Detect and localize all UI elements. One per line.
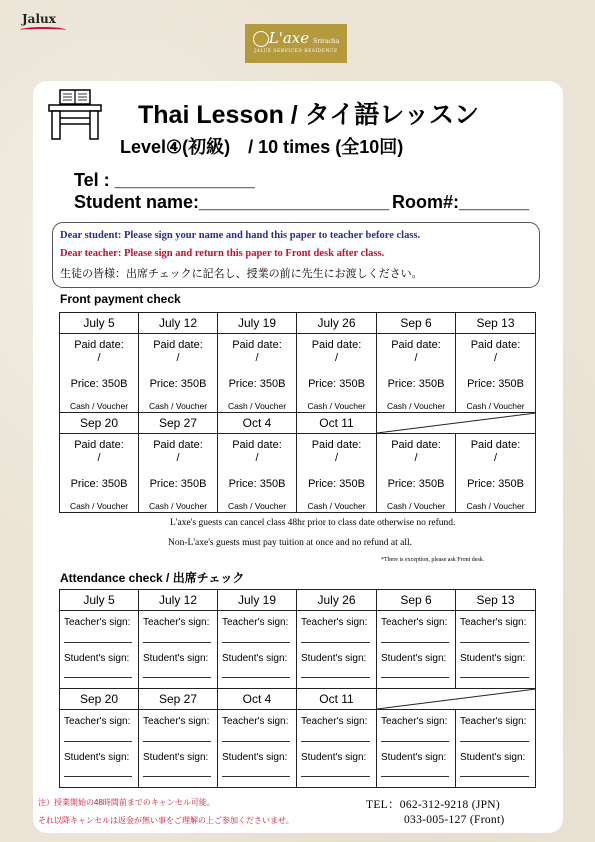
paid-date-slash: / xyxy=(255,452,259,464)
jalux-brand: Jalux xyxy=(22,12,56,26)
payment-date-row-1 xyxy=(60,313,536,334)
payment-section-title: Front payment check xyxy=(60,292,181,306)
attendance-date-row-1 xyxy=(60,590,536,611)
paid-date-label: Paid date: xyxy=(470,439,521,451)
student-name-field[interactable]: Student name:___________________ xyxy=(74,192,390,212)
payment-date: July 26 xyxy=(297,313,377,334)
laxe-logo xyxy=(245,24,347,63)
teacher-sign-line[interactable] xyxy=(222,642,290,643)
attendance-cell[interactable] xyxy=(377,611,456,689)
student-sign-label: Student's sign: xyxy=(222,653,288,664)
attendance-date: July 26 xyxy=(297,590,377,611)
student-sign-label: Student's sign: xyxy=(64,653,130,664)
attendance-cell[interactable] xyxy=(377,710,456,788)
student-sign-line[interactable] xyxy=(222,677,290,678)
attendance-cell[interactable] xyxy=(60,611,139,689)
teacher-sign-label: Teacher's sign: xyxy=(301,716,368,727)
payment-cell[interactable] xyxy=(456,334,536,413)
cash-voucher-label: Cash / Voucher xyxy=(69,401,129,411)
payment-date: July 12 xyxy=(139,313,218,334)
attendance-date: Oct 11 xyxy=(297,689,377,710)
cash-voucher-label: Cash / Voucher xyxy=(466,401,525,411)
cash-voucher-label: Cash / Voucher xyxy=(69,501,129,511)
attendance-date: Sep 6 xyxy=(377,590,456,611)
attendance-cell[interactable] xyxy=(456,710,536,788)
price-label: Price: 350B xyxy=(467,478,524,490)
payment-date: Sep 6 xyxy=(377,313,456,334)
attendance-cell[interactable] xyxy=(456,611,536,689)
payment-cell[interactable] xyxy=(60,434,139,513)
student-sign-line[interactable] xyxy=(64,677,132,678)
paid-date-label: Paid date: xyxy=(311,339,362,351)
payment-table xyxy=(59,312,536,513)
paid-date-label: Paid date: xyxy=(232,439,282,451)
student-sign-label: Student's sign: xyxy=(460,653,526,664)
paid-date-slash: / xyxy=(493,452,498,464)
payment-cell[interactable] xyxy=(297,434,377,513)
attendance-cell[interactable] xyxy=(297,611,377,689)
paid-date-label: Paid date: xyxy=(74,339,124,351)
price-label: Price: 350B xyxy=(467,378,524,390)
payment-date: Sep 20 xyxy=(60,413,139,434)
price-label: Price: 350B xyxy=(308,478,365,490)
footer-note-1: 注）授業開始の48時間前までのキャンセル可能。 xyxy=(38,798,215,807)
diagonal-strike xyxy=(377,689,536,709)
attendance-cell-row-2 xyxy=(60,710,536,788)
logo-emblem-icon xyxy=(253,31,269,47)
attendance-date: Oct 4 xyxy=(218,689,297,710)
payment-cell[interactable] xyxy=(139,434,218,513)
paid-date-label: Paid date: xyxy=(74,439,124,451)
attendance-date: July 19 xyxy=(218,590,297,611)
student-sign-label: Student's sign: xyxy=(381,752,447,763)
attendance-cell[interactable] xyxy=(139,710,218,788)
blank-date-cell xyxy=(377,413,536,434)
paid-date-slash: / xyxy=(334,452,339,464)
cash-voucher-label: Cash / Voucher xyxy=(148,501,208,511)
teacher-sign-label: Teacher's sign: xyxy=(64,617,131,628)
teacher-sign-label: Teacher's sign: xyxy=(301,617,368,628)
jalux-swoosh-icon xyxy=(20,27,66,33)
paid-date-slash: / xyxy=(414,452,418,464)
paid-date-label: Paid date: xyxy=(311,439,362,451)
student-sign-line[interactable] xyxy=(143,776,211,777)
student-sign-label: Student's sign: xyxy=(460,752,526,763)
logo-subtitle: JALUX SERVICED RESIDENCE xyxy=(254,49,338,54)
payment-date: Sep 13 xyxy=(456,313,536,334)
payment-date: Sep 27 xyxy=(139,413,218,434)
payment-cell-row-1 xyxy=(60,334,536,413)
student-sign-label: Student's sign: xyxy=(301,653,367,664)
policy-line-2: Non-L'axe's guests must pay tuition at once and no refund at all. xyxy=(168,538,413,548)
teacher-sign-line[interactable] xyxy=(143,642,211,643)
teacher-sign-line[interactable] xyxy=(381,741,449,742)
paid-date-slash: / xyxy=(255,352,259,364)
attendance-date: Sep 27 xyxy=(139,689,218,710)
level-subtitle: Level④(初級) / 10 times (全10回) xyxy=(120,137,404,157)
attendance-date-row-2 xyxy=(60,689,536,710)
teacher-sign-label: Teacher's sign: xyxy=(143,617,210,628)
student-sign-label: Student's sign: xyxy=(381,653,447,664)
price-label: Price: 350B xyxy=(70,378,128,390)
cash-voucher-label: Cash / Voucher xyxy=(386,501,446,511)
policy-line-1: L'axe's guests can cancel class 48hr prior to class date otherwise no refund. xyxy=(170,518,456,528)
policy-exception: *There is exception, please ask Front desk. xyxy=(381,557,485,563)
logo-name: L'axe xyxy=(268,29,310,47)
paid-date-slash: / xyxy=(493,352,498,364)
teacher-sign-label: Teacher's sign: xyxy=(460,617,527,628)
price-label: Price: 350B xyxy=(387,378,445,390)
attendance-date: Sep 20 xyxy=(60,689,139,710)
attendance-section-title: Attendance check / 出席チェック xyxy=(60,571,245,585)
cash-voucher-label: Cash / Voucher xyxy=(227,501,287,511)
attendance-table xyxy=(59,589,536,788)
cash-voucher-label: Cash / Voucher xyxy=(307,501,366,511)
paid-date-label: Paid date: xyxy=(153,439,203,451)
cash-voucher-label: Cash / Voucher xyxy=(148,401,208,411)
cash-voucher-label: Cash / Voucher xyxy=(386,401,446,411)
logo-location: Sriracha xyxy=(313,38,340,45)
attendance-date: Sep 13 xyxy=(456,590,536,611)
payment-cell[interactable] xyxy=(456,434,536,513)
attendance-cell[interactable] xyxy=(218,710,297,788)
student-sign-label: Student's sign: xyxy=(143,653,209,664)
paid-date-slash: / xyxy=(414,352,418,364)
attendance-cell[interactable] xyxy=(297,710,377,788)
student-sign-line[interactable] xyxy=(460,677,529,678)
room-field[interactable]: Room#:_______ xyxy=(392,192,530,212)
student-sign-line[interactable] xyxy=(301,677,370,678)
payment-cell[interactable] xyxy=(139,334,218,413)
price-label: Price: 350B xyxy=(149,378,207,390)
teacher-sign-line[interactable] xyxy=(64,642,132,643)
price-label: Price: 350B xyxy=(70,478,128,490)
blank-date-cell xyxy=(377,689,536,710)
price-label: Price: 350B xyxy=(228,478,286,490)
paid-date-label: Paid date: xyxy=(391,439,441,451)
paid-date-slash: / xyxy=(176,452,180,464)
teacher-sign-line[interactable] xyxy=(381,642,449,643)
price-label: Price: 350B xyxy=(308,378,365,390)
payment-date: Oct 4 xyxy=(218,413,297,434)
attendance-cell[interactable] xyxy=(139,611,218,689)
student-sign-line[interactable] xyxy=(460,776,529,777)
teacher-sign-label: Teacher's sign: xyxy=(381,716,448,727)
notice-teacher: Dear teacher: Please sign and return this paper to Front desk after class. xyxy=(60,248,385,259)
attendance-cell[interactable] xyxy=(218,611,297,689)
teacher-sign-label: Teacher's sign: xyxy=(222,617,289,628)
paid-date-slash: / xyxy=(176,352,180,364)
teacher-sign-line[interactable] xyxy=(301,642,370,643)
student-sign-line[interactable] xyxy=(222,776,290,777)
notice-student: Dear student: Please sign your name and hand this paper to teacher before class. xyxy=(60,230,421,241)
teacher-sign-label: Teacher's sign: xyxy=(143,716,210,727)
payment-cell[interactable] xyxy=(218,334,297,413)
payment-cell[interactable] xyxy=(377,334,456,413)
paid-date-label: Paid date: xyxy=(153,339,203,351)
cash-voucher-label: Cash / Voucher xyxy=(307,401,366,411)
student-sign-line[interactable] xyxy=(64,776,132,777)
student-sign-label: Student's sign: xyxy=(222,752,288,763)
student-sign-line[interactable] xyxy=(381,677,449,678)
paid-date-label: Paid date: xyxy=(232,339,282,351)
teacher-sign-label: Teacher's sign: xyxy=(222,716,289,727)
paid-date-slash: / xyxy=(97,452,101,464)
payment-date: July 19 xyxy=(218,313,297,334)
paid-date-slash: / xyxy=(97,352,101,364)
footer-tel-2: 033-005-127 (Front) xyxy=(404,814,505,826)
student-sign-label: Student's sign: xyxy=(143,752,209,763)
teacher-sign-line[interactable] xyxy=(64,741,132,742)
paid-date-label: Paid date: xyxy=(470,339,521,351)
payment-cell[interactable] xyxy=(218,434,297,513)
student-sign-line[interactable] xyxy=(143,677,211,678)
payment-cell[interactable] xyxy=(377,434,456,513)
cash-voucher-label: Cash / Voucher xyxy=(466,501,525,511)
attendance-cell-row-1 xyxy=(60,611,536,689)
price-label: Price: 350B xyxy=(387,478,445,490)
footer-note-2: それ以降キャンセルは返金が無い事をご理解の上ご参加くださいませ。 xyxy=(38,816,294,825)
paid-date-slash: / xyxy=(334,352,339,364)
paid-date-label: Paid date: xyxy=(391,339,441,351)
payment-cell[interactable] xyxy=(60,334,139,413)
student-sign-line[interactable] xyxy=(381,776,449,777)
teacher-sign-label: Teacher's sign: xyxy=(381,617,448,628)
student-sign-label: Student's sign: xyxy=(301,752,367,763)
cash-voucher-label: Cash / Voucher xyxy=(227,401,287,411)
teacher-sign-line[interactable] xyxy=(301,741,370,742)
payment-date: Oct 11 xyxy=(297,413,377,434)
payment-date-row-2 xyxy=(60,413,536,434)
teacher-sign-line[interactable] xyxy=(222,741,290,742)
teacher-sign-line[interactable] xyxy=(143,741,211,742)
attendance-date: July 5 xyxy=(60,590,139,611)
attendance-date: July 12 xyxy=(139,590,218,611)
payment-date: July 5 xyxy=(60,313,139,334)
teacher-sign-label: Teacher's sign: xyxy=(460,716,527,727)
teacher-sign-line[interactable] xyxy=(460,741,529,742)
desk-book-icon xyxy=(47,88,105,144)
payment-cell[interactable] xyxy=(297,334,377,413)
teacher-sign-label: Teacher's sign: xyxy=(64,716,131,727)
teacher-sign-line[interactable] xyxy=(460,642,529,643)
student-sign-line[interactable] xyxy=(301,776,370,777)
attendance-cell[interactable] xyxy=(60,710,139,788)
footer-tel-1: TEL：062-312-9218 (JPN) xyxy=(366,799,501,811)
price-label: Price: 350B xyxy=(149,478,207,490)
tel-field[interactable]: Tel : ______________ xyxy=(74,170,255,190)
student-sign-label: Student's sign: xyxy=(64,752,130,763)
page-title: Thai Lesson / タイ語レッスン xyxy=(138,101,479,129)
payment-cell-row-2 xyxy=(60,434,536,513)
diagonal-strike xyxy=(377,413,536,433)
price-label: Price: 350B xyxy=(228,378,286,390)
notice-japanese: 生徒の皆様：出席チェックに記名し、授業の前に先生にお渡しください。 xyxy=(60,268,423,280)
